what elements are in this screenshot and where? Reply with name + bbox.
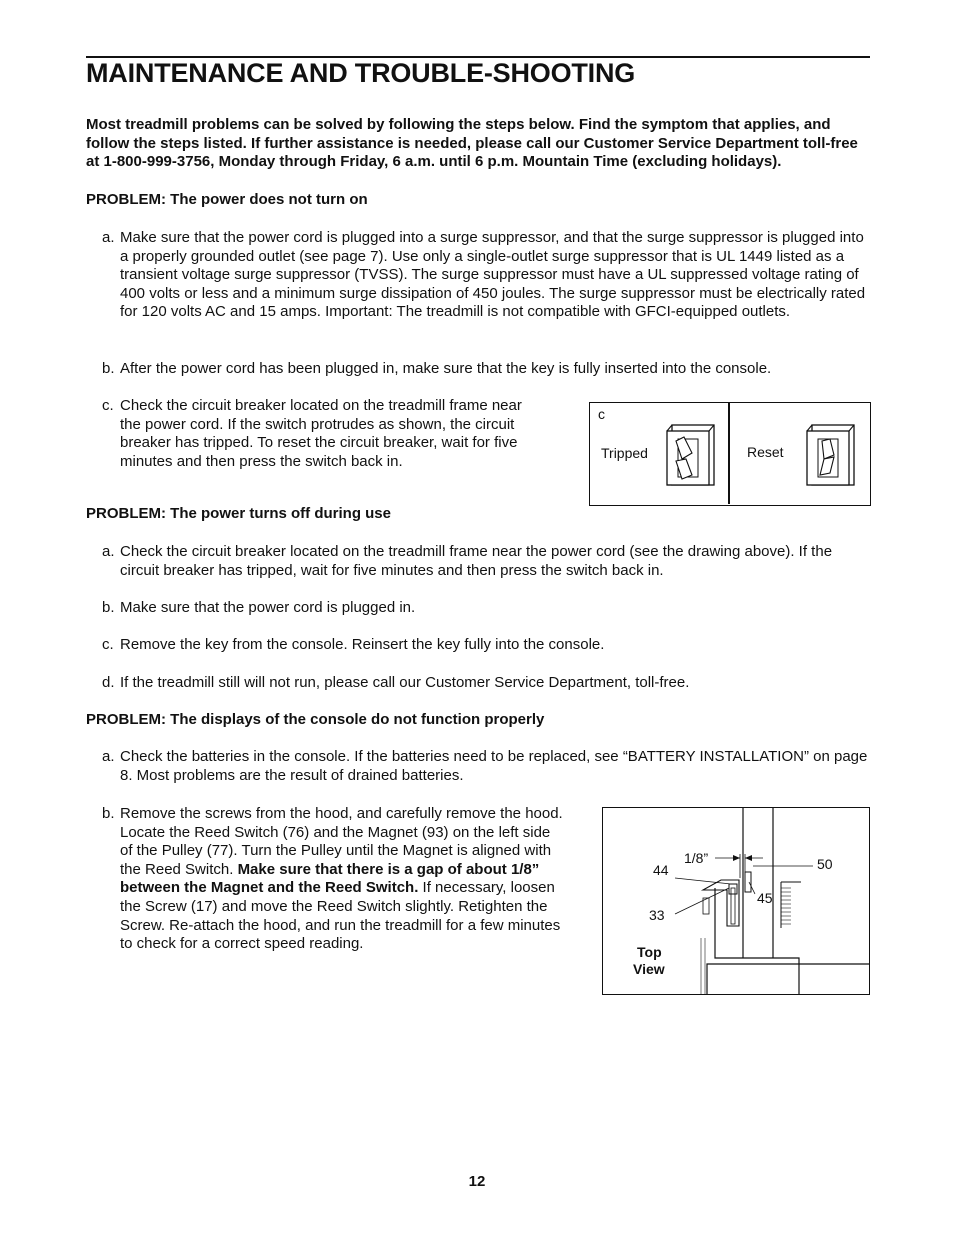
step-label: b. [102,805,115,822]
view-label-top: Top [637,944,662,960]
step-text: Check the circuit breaker located on the treadmill frame near the power cord (see the drawing above). If the circuit breaker has tripped, wait for five minutes and then press the switch back in. [120,543,833,579]
figure-divider [728,403,730,504]
step-label: a. [102,748,115,765]
step-label: b. [102,599,115,616]
section1-heading: PROBLEM: The power does not turn on [86,191,368,208]
step-label: d. [102,674,115,691]
page-number: 12 [468,1173,486,1190]
tripped-switch-icon [662,423,718,489]
section2-step-a [102,543,872,580]
figure-corner-label: c [598,406,605,422]
step-text: Remove the key from the console. Reinsert the key fully into the console. [120,636,605,653]
section1-step-b [102,360,872,379]
reset-switch-icon [802,423,858,489]
step-label: a. [102,543,115,560]
section3-heading: PROBLEM: The displays of the console do not function properly [86,711,545,728]
callout-44: 44 [653,862,669,878]
step-label: c. [102,636,114,653]
page-title: MAINTENANCE AND TROUBLE-SHOOTING [86,58,636,88]
step-label: b. [102,360,115,377]
view-label-view: View [633,961,665,977]
step-label: a. [102,229,115,246]
intro-paragraph: Most treadmill problems can be solved by following the steps below. Find the symptom that applies, and follow the steps listed. If further assistance is needed, please call our Customer Service Department toll-free at 1-800-999-3756, Monday through Friday, 6 a.m. until 6 p.m. Mountain Time (excluding holidays). [86,116,858,171]
callout-33: 33 [649,907,665,923]
tripped-label: Tripped [601,445,648,461]
section3-step-b [102,805,566,954]
reed-switch-figure [602,807,870,995]
step-text: Check the circuit breaker located on the treadmill frame near the power cord. If the switch protrudes as shown, the circuit breaker has tripped. To reset the circuit breaker, wait for five minutes and then press the switch back in. [120,397,522,470]
step-text-part: If necessary, loosen the Screw (17) and move the Reed Switch slightly. Retighten the Screw. Re-attach the hood, and run the treadmill for a few minutes to check for a correct speed reading. [120,879,561,953]
step-text: Make sure that the power cord is plugged in. [120,599,416,616]
callout-45: 45 [757,890,773,906]
step-text [120,805,566,954]
step-text: If the treadmill still will not run, please call our Customer Service Department, toll-free. [120,674,690,691]
section2-step-c [102,636,872,655]
section2-step-d [102,674,872,693]
section1-step-c [102,397,542,471]
step-text-part: Remove the screws from the hood, and carefully remove the hood. Locate the Reed Switch (76) and the Magnet (93) on the left side of the Pulley (77). Turn the Pulley until the Magnet is aligned with the Reed Switch. [120,805,563,878]
section2-heading: PROBLEM: The power turns off during use [86,505,391,522]
step-text: Check the batteries in the console. If the batteries need to be replaced, see “BATTERY INSTALLATION” on page 8. Most problems are the result of drained batteries. [120,748,868,784]
gap-label: 1/8” [684,850,709,866]
section2-step-b [102,599,872,618]
step-text-emphasis: Make sure that there is a gap of about 1/8” between the Magnet and the Reed Switch. [120,860,540,897]
callout-50: 50 [817,856,833,872]
circuit-breaker-figure [589,402,871,506]
step-label: c. [102,397,114,414]
section1-step-a [102,229,872,322]
reset-label: Reset [747,444,784,460]
step-text: After the power cord has been plugged in, make sure that the key is fully inserted into the console. [120,360,772,377]
step-text: Make sure that the power cord is plugged into a surge suppressor, and that the surge suppressor is plugged into a properly grounded outlet (see page 7). Use only a single-outlet surge suppressor that is UL 1449 listed as a transient voltage surge suppressor (TVSS). The surge suppressor must have a UL suppressed voltage rating of 400 volts or less and a minimum surge dissipation of 450 joules. The surge suppressor must be electrically rated for 120 volts AC and 15 amps. Important: The treadmill is not compatible with GFCI-equipped outlets. [120,229,866,321]
section3-step-a [102,748,872,785]
